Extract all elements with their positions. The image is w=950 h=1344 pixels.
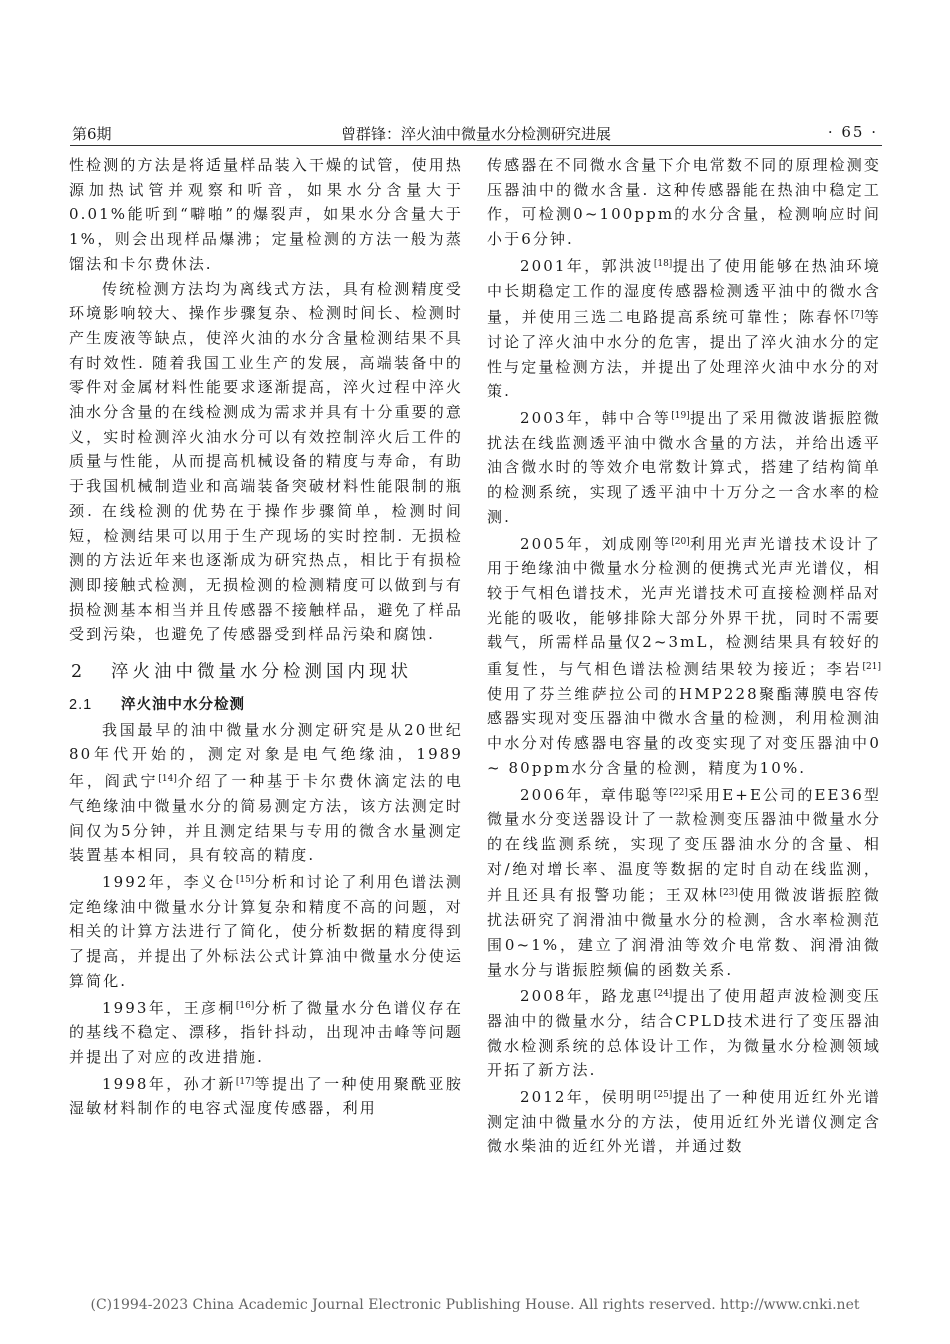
subsection-title: 淬火油中水分检测	[121, 697, 245, 714]
left-column	[69, 153, 463, 1121]
paragraph: 1992年，李义仓[15]分析和讨论了利用色谱法测定绝缘油中微量水分计算复杂和精度不高的问题，对相关的计算方法进行了简化，使分析数据的精度得到了提高，并提出了外标法公式计算油中微量水分使运算简化.	[69, 872, 464, 990]
paragraph: 2012年，侯明明[25]提出了一种使用近红外光谱测定油中微量水分的方法，使用近红外光谱仪测定含微水柴油的近红外光谱，并通过数	[487, 1088, 882, 1156]
citation: [18]	[653, 258, 673, 269]
paragraph: 2005年，刘成刚等[20]利用光声光谱技术设计了用于绝缘油中微量水分检测的便携式光声光谱仪，相较于气相色谱技术，光声光谱技术可直接检测样品对光能的吸收，能够排除大部分外界干扰，同时不需要载气，所需样品量仅2~3mL，检测结果具有较好的重复性，与气相色谱法检测结果较为接近；李岩[21]使用了芬兰维萨拉公司的HMP228聚酯薄膜电容传感器实现对变压器油中微水含量的检测，利用检测油中水分对传感器电容量的改变实现了对变压器油中0 ~ 80ppm水分含量的检测，精度为10%.	[487, 534, 881, 777]
section-number: 2	[71, 662, 87, 683]
paragraph: 2003年，韩中合等[19]提出了采用微波谐振腔微扰法在线监测透平油中微水含量的方法，并给出透平油含微水时的等效介电常数计算式，搭建了结构简单的检测系统，实现了透平油中十万分之一含水率的检测.	[487, 409, 881, 526]
subsection-number: 2.1	[69, 697, 93, 714]
page-number: · 65 ·	[827, 123, 878, 141]
citation: [17]	[235, 1076, 255, 1087]
citation: [21]	[862, 662, 881, 673]
paragraph: 1993年，王彦桐[16]分析了微量水分色谱仪存在的基线不稳定、漂移，指针抖动，出现冲击峰等问题并提出了对应的改进措施.	[69, 998, 464, 1066]
citation: [23]	[719, 888, 738, 899]
paragraph: 性检测的方法是将适量样品装入干燥的试管，使用热源加热试管并观察和听音，如果水分含量大于0.01%能听到“噼啪”的爆裂声，如果水分含量大于1%，则会出现样品爆沸；定量检测的方法一般为蒸馏法和卡尔费休法.	[69, 156, 463, 273]
section-title: 淬火油中微量水分检测国内现状	[111, 662, 412, 683]
paragraph: 传感器在不同微水含量下介电常数不同的原理检测变压器油中的微水含量. 这种传感器能在热油中稳定工作，可检测0~100ppm的水分含量，检测响应时间小于6分钟.	[487, 156, 881, 249]
issue-number: 第6期	[72, 125, 112, 143]
running-title: 曾群锋：淬火油中微量水分检测研究进展	[340, 125, 611, 143]
citation: [24]	[653, 989, 673, 1000]
citation: [20]	[671, 536, 690, 547]
citation: [14]	[158, 774, 177, 785]
citation: [22]	[669, 787, 688, 798]
citation: [25]	[653, 1090, 673, 1101]
paragraph: 2001年，郭洪波[18]提出了使用能够在热油环境中长期稳定工作的湿度传感器检测透平油中的微水含量，并使用三选二电路提高系统可靠性；陈春怀[7]等讨论了淬火油中水分的危害，提出了淬火油水分的定性与定量检测方法，并提出了处理淬火油中水分的对策.	[487, 256, 882, 401]
citation: [19]	[671, 411, 690, 422]
section-heading	[71, 659, 463, 685]
citation: [16]	[235, 1000, 255, 1011]
paragraph: 2006年，章伟聪等[22]采用E+E公司的EE36型微量水分变送器设计了一款检测变压器油中微量水分的在线监测系统，实现了变压器油水分的含量、相对/绝对增长率、温度等数据的定时自动在线监测，并且还具有报警功能；王双林[23]使用微波谐振腔微扰法研究了润滑油中微量水分的检测，含水率检测范围0~1%，建立了润滑油等效介电常数、润滑油微量水分与谐振腔频偏的函数关系.	[487, 785, 881, 979]
citation: [7]	[850, 310, 864, 321]
paragraph: 2008年，路龙惠[24]提出了使用超声波检测变压器油中的微量水分，结合CPLD技术进行了变压器油微水检测系统的总体设计工作，为微量水分检测领域开拓了新方法.	[487, 987, 882, 1080]
subsection-heading	[69, 693, 463, 718]
paragraph: 1998年，孙才新[17]等提出了一种使用聚酰亚胺湿敏材料制作的电容式湿度传感器，利用	[69, 1074, 464, 1118]
paragraph: 我国最早的油中微量水分测定研究是从20世纪80年代开始的，测定对象是电气绝缘油，1989年，阎武宁[14]介绍了一种基于卡尔费休滴定法的电气绝缘油中微量水分的简易测定方法，该方法测定时间仅为5分钟，并且测定结果与专用的微含水量测定装置基本相同，具有较高的精度.	[69, 720, 463, 865]
right-column	[487, 153, 881, 1159]
copyright-footer: (C)1994-2023 China Academic Journal Electronic Publishing House. All rights reserved. http://www.cnki.net	[90, 1297, 860, 1313]
paragraph: 传统检测方法均为离线式方法，具有检测精度受环境影响较大、操作步骤复杂、检测时间长、检测时产生废液等缺点，使淬火油的水分含量检测结果不具有时效性. 随着我国工业生产的发展，高端装备中的零件对金属材料性能要求逐渐提高，淬火过程中淬火油水分含量的在线检测成为需求并具有十分重要的意义，实时检测淬火油水分可以有效控制淬火后工件的质量与性能，从而提高机械设备的精度与寿命，有助于我国机械制造业和高端装备突破材料性能限制的瓶颈. 在线检测的优势在于操作步骤简单，检测时间短，检测结果可以用于生产现场的实时控制. 无损检测的方法近年来也逐渐成为研究热点，相比于有损检测即接触式检测，无损检测的检测精度可以做到与有损检测基本相当并且传感器不接触样品，避免了样品受到污染，也避免了传感器受到样品污染和腐蚀.	[69, 279, 463, 644]
citation: [15]	[235, 874, 255, 885]
running-header	[70, 123, 882, 146]
